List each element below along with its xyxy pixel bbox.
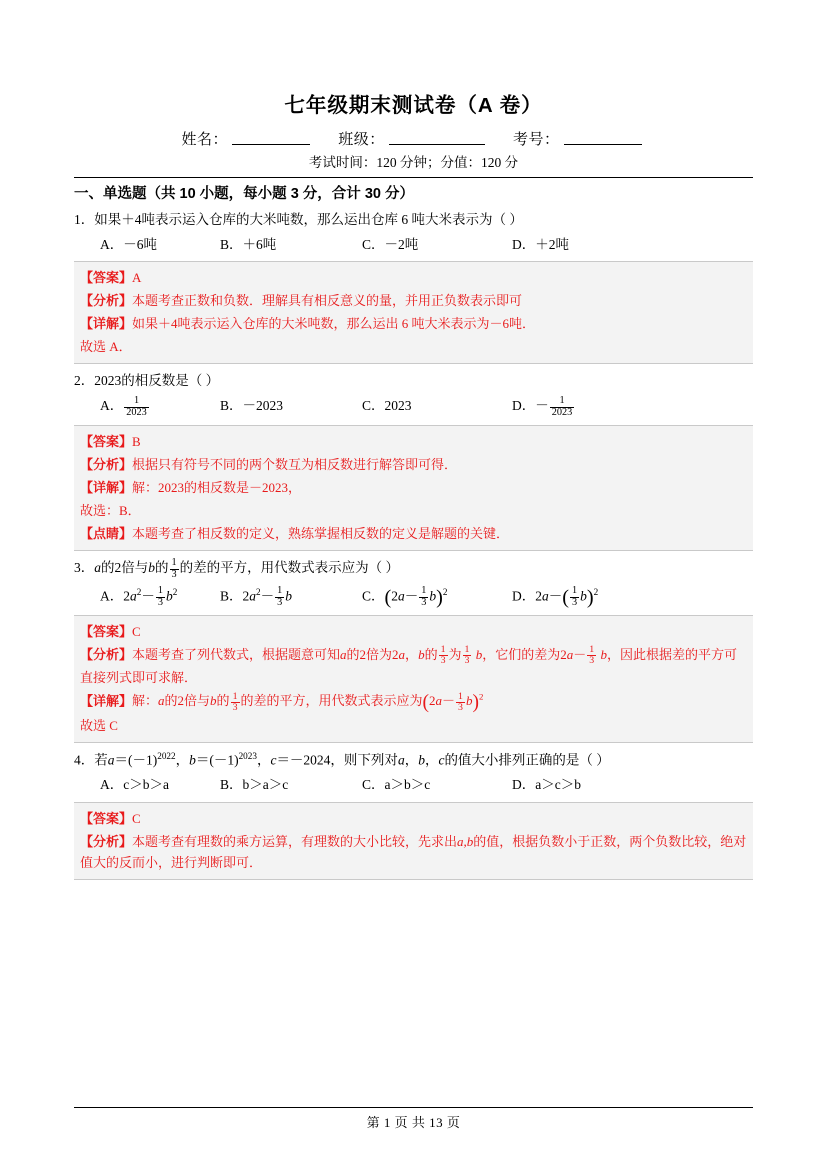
detail-text: 解：a的2倍与b的 $\frac{1}{3}$ 的差的平方，用代数式表示应为(2a－ $\frac{1}{3}$ b)$^2$ (132, 690, 484, 714)
page-title: 七年级期末测试卷（A 卷） (284, 94, 543, 117)
question-stem: 3．a的2倍与b的 $\frac{1}{3}$ 的差的平方，用代数式表示应为（ ） (74, 556, 399, 580)
analysis-text: 本题考查正数和负数．理解具有相反意义的量，并用正负数表示即可 (132, 293, 523, 309)
analysis-tag: 【分析】 (80, 293, 133, 309)
option-b[interactable]: B．$2a^2-$ $\frac{1}{3}$ b (220, 585, 292, 608)
fraction-neg-one-over-2023: $\frac{1}{2023}$ (551, 395, 573, 418)
option-a[interactable]: A．－6吨 (100, 236, 157, 252)
answer-line (80, 267, 747, 288)
detail-text: 解：2023的相反数是－2023， (132, 479, 302, 495)
analysis-text: 本题考查有理数的乘方运算，有理数的大小比较，先求出a,b的值，根据负数小于正数，两个负数比较，绝对值大的反而小，进行判断即可． (80, 834, 747, 871)
detail-tag: 【详解】 (80, 316, 133, 332)
option-b[interactable]: B．＋6吨 (220, 236, 277, 252)
answer-line (80, 808, 747, 829)
insight-line (80, 523, 747, 544)
question-options (74, 234, 753, 256)
option-a[interactable]: A．$2a^2-$ $\frac{1}{3}$ $b^2$ (100, 585, 178, 608)
answer-text: C (132, 623, 141, 639)
answer-block (74, 261, 753, 364)
option-a-label: A． (100, 397, 124, 413)
question-stem: 2．2023的相反数是（ ） (74, 373, 220, 389)
answer-tag: 【答案】 (80, 270, 133, 286)
answer-text: C (132, 811, 141, 827)
answer-line (80, 621, 747, 642)
option-b[interactable]: B．b＞a＞c (220, 777, 289, 793)
name-field[interactable] (181, 132, 314, 148)
conclusion-line: 故选：B． (80, 502, 141, 518)
analysis-line (80, 831, 747, 873)
answer-block (74, 425, 753, 551)
answer-tag: 【答案】 (80, 623, 133, 639)
detail-text: 如果＋4吨表示运入仓库的大米吨数，那么运出 6 吨大米表示为－6吨． (132, 316, 536, 332)
analysis-line (80, 290, 747, 311)
option-d-label: D．－ (512, 397, 549, 413)
question-stem: 4．若$a=(-1)^{2022}$，$b=(-1)^{2023}$，c＝－2024，则下列对a，b，c的值大小排列正确的是（ ） (74, 751, 610, 768)
page-footer: 第 1 页 共 13 页 (74, 1107, 753, 1131)
conclusion-line: 故选 A． (80, 339, 132, 355)
analysis-line (80, 454, 747, 475)
option-b[interactable]: B．－2023 (220, 397, 284, 413)
detail-line (80, 690, 747, 713)
analysis-line (80, 644, 747, 688)
option-a[interactable] (100, 395, 220, 419)
analysis-text: 本题考查了列代数式，根据题意可知a的2倍为2a，b的 $\frac{1}{3}$ 为 $\frac{1}{3}$ b，它们的差为2a－ $\frac{1}{3}$ b，因此根据差的平方可直接列式即可求解． (80, 644, 737, 685)
class-label: 班级： (338, 132, 385, 148)
exam-number-blank[interactable] (564, 144, 642, 145)
detail-tag: 【详解】 (80, 693, 133, 709)
answer-tag: 【答案】 (80, 811, 133, 827)
name-label: 姓名： (181, 132, 228, 148)
class-blank[interactable] (389, 144, 485, 145)
answer-block (74, 802, 753, 880)
exam-info: 考试时间：120 分钟；分值：120 分 (308, 155, 519, 170)
insight-tag: 【点睛】 (80, 525, 133, 541)
analysis-text: 根据只有符号不同的两个数互为相反数进行解答即可得． (132, 456, 458, 472)
name-blank[interactable] (232, 144, 310, 145)
analysis-tag: 【分析】 (80, 646, 133, 662)
fraction-one-over-2023: $\frac{1}{2023}$ (126, 395, 147, 418)
question-options (74, 585, 753, 609)
answer-text: A (132, 270, 142, 286)
question-stem: 1．如果＋4吨表示运入仓库的大米吨数，那么运出仓库 6 吨大米表示为（ ） (74, 212, 523, 227)
answer-line (80, 431, 747, 452)
answer-block (74, 615, 753, 744)
answer-tag: 【答案】 (80, 433, 133, 449)
answer-text: B (132, 433, 141, 449)
option-d[interactable]: D．a＞c＞b (512, 777, 581, 793)
section-heading: 一、单选题（共 10 小题，每小题 3 分，合计 30 分） (74, 177, 753, 203)
detail-line (80, 477, 747, 498)
option-c[interactable]: C．a＞b＞c (362, 777, 431, 793)
option-c[interactable]: C．－2吨 (362, 236, 419, 252)
class-field[interactable] (338, 132, 489, 148)
option-d[interactable]: D．＋2吨 (512, 236, 569, 252)
question-options (74, 395, 753, 419)
analysis-tag: 【分析】 (80, 456, 133, 472)
detail-line (80, 313, 747, 334)
question-options (74, 774, 753, 796)
option-d[interactable]: D．2a－( $\frac{1}{3}$ b)$^2$ (512, 585, 599, 609)
analysis-tag: 【分析】 (80, 834, 133, 850)
option-c[interactable]: C．(2a－ $\frac{1}{3}$ b)$^2$ (362, 585, 448, 609)
conclusion-line: 故选 C (80, 718, 118, 734)
exam-number-field[interactable] (513, 132, 646, 148)
option-a[interactable]: A．c＞b＞a (100, 777, 169, 793)
option-d[interactable] (512, 395, 575, 419)
id-fields-line (74, 128, 753, 149)
exam-number-label: 考号： (513, 132, 560, 148)
detail-tag: 【详解】 (80, 479, 133, 495)
option-c[interactable]: C．2023 (362, 397, 412, 413)
insight-text: 本题考查了相反数的定义，熟练掌握相反数的定义是解题的关键． (132, 525, 510, 541)
